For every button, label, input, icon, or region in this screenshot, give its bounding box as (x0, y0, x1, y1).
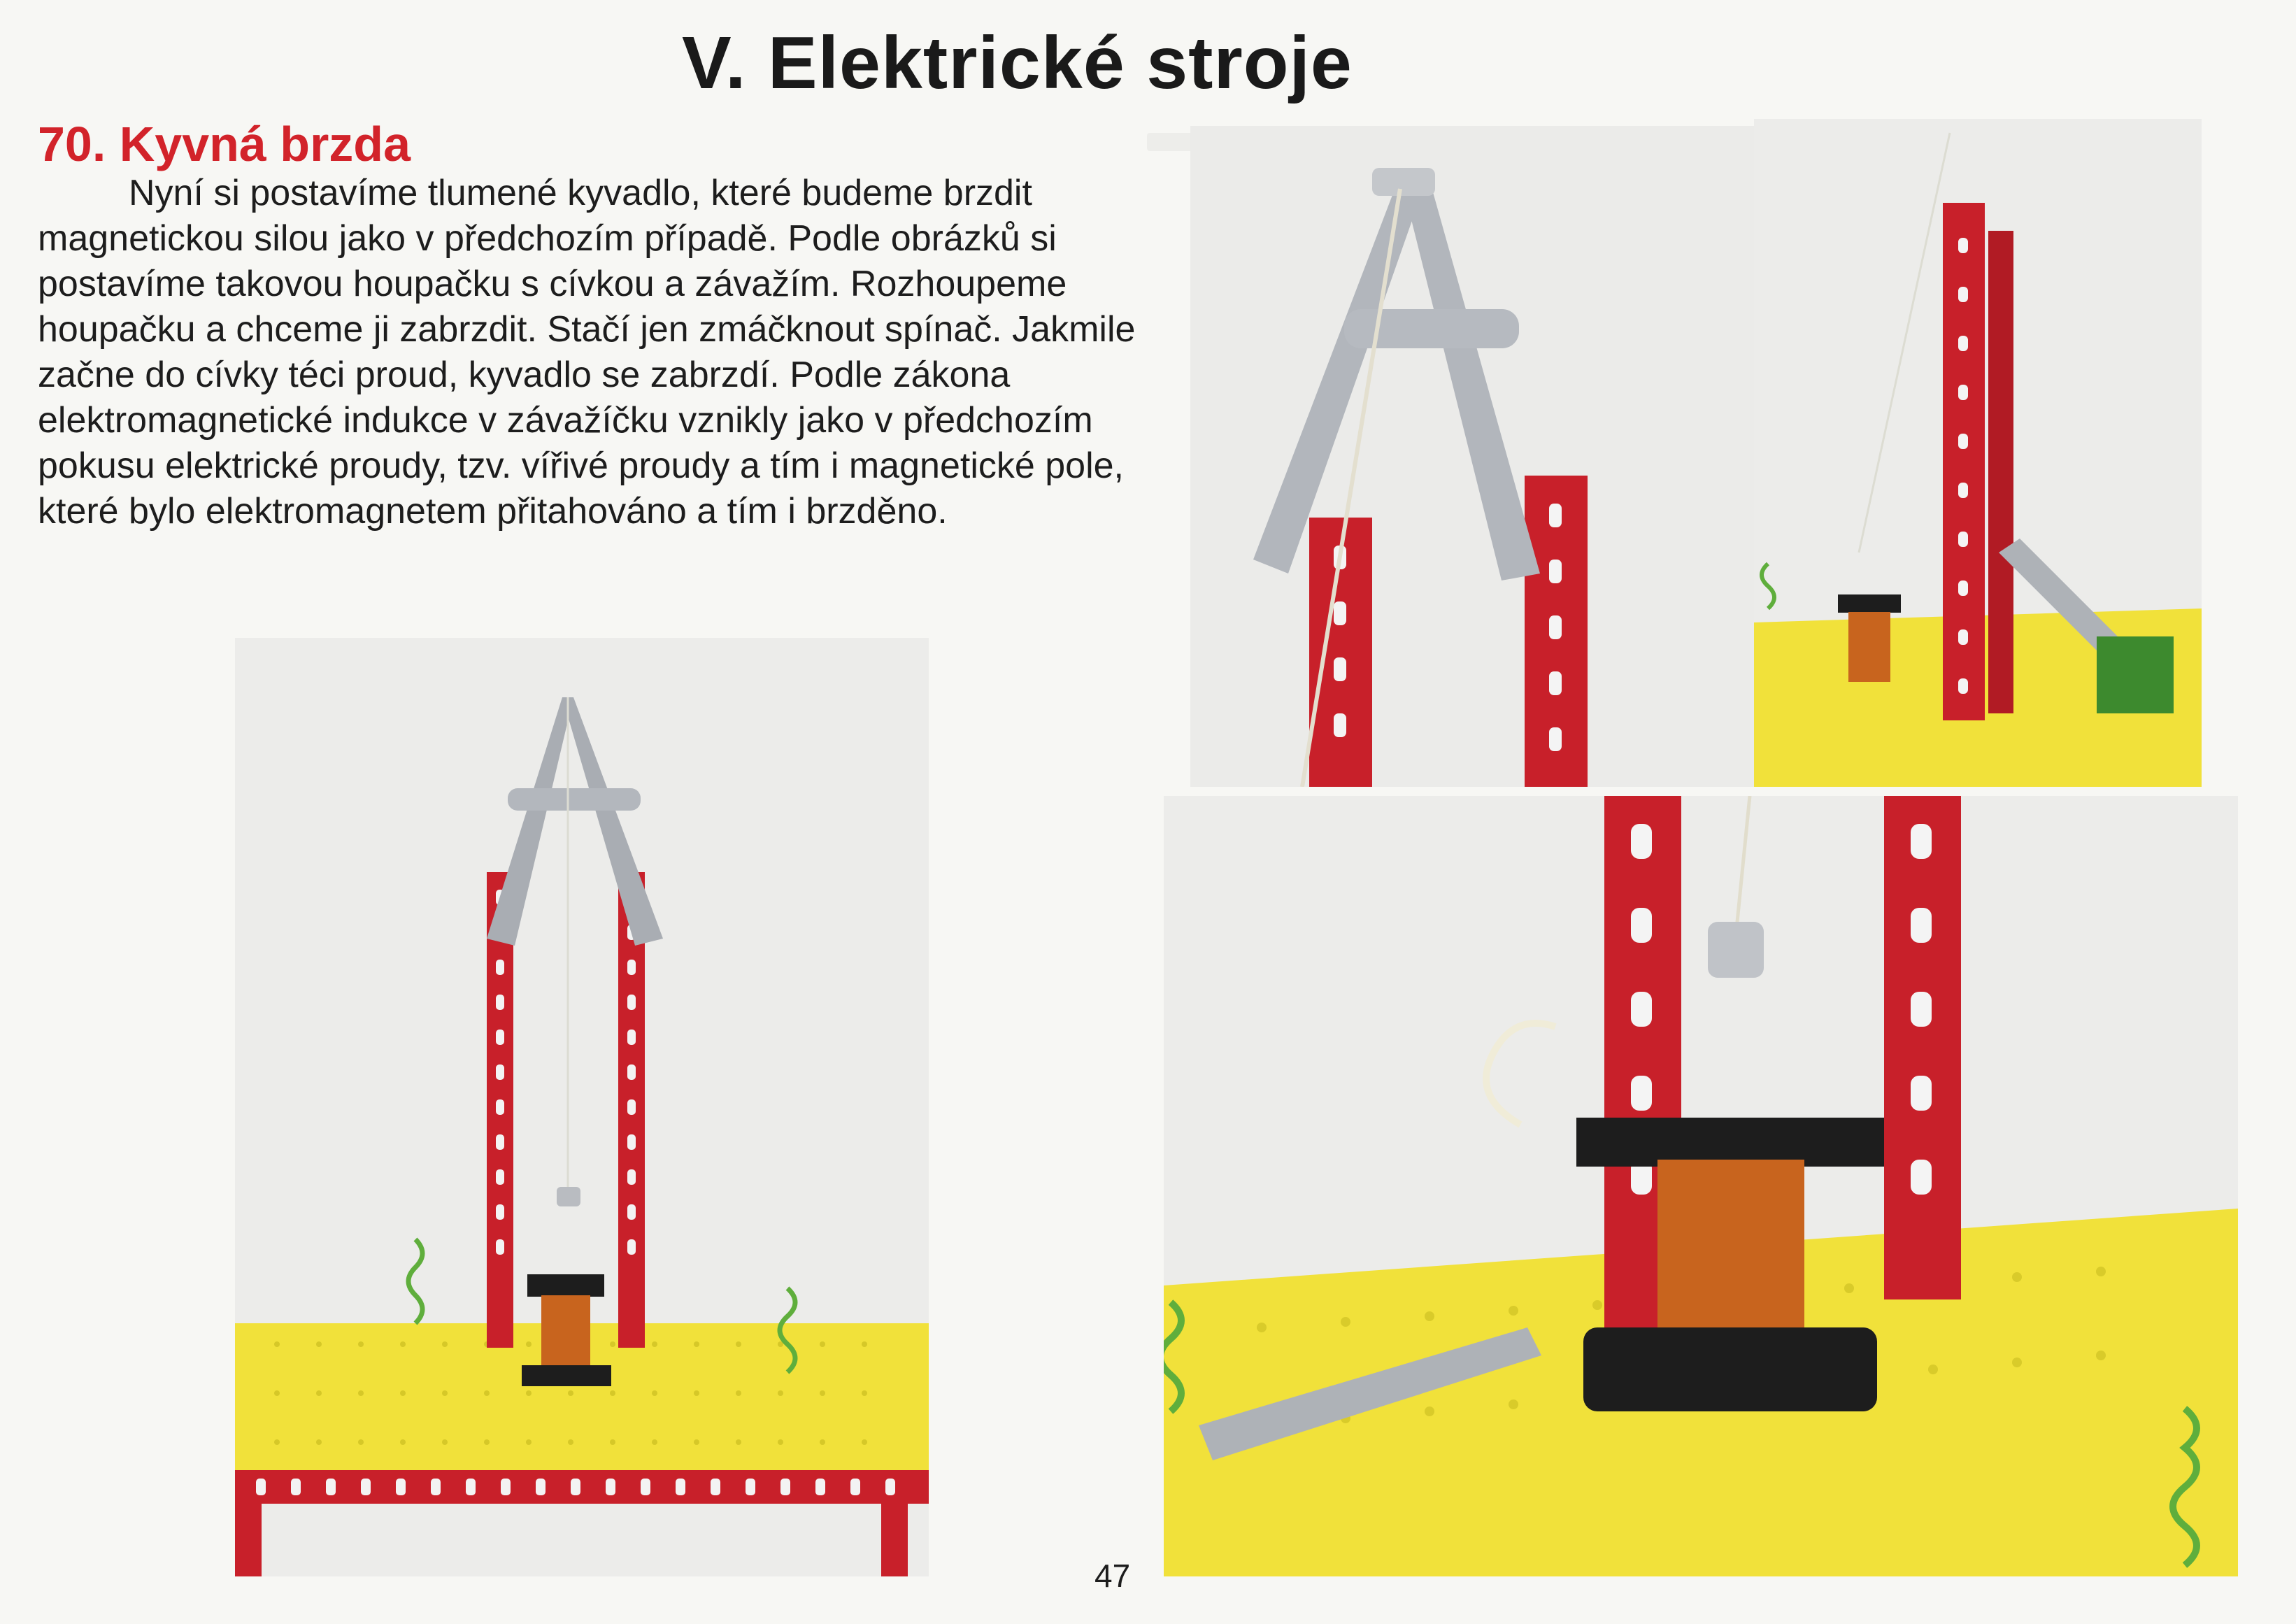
pendulum-front-illustration (235, 638, 929, 1576)
body-paragraph: Nyní si postavíme tlumené kyvadlo, které budeme brzdit magnetickou silou jako v předchozím případě. Podle obrázků si postavíme takovou houpačku s cívkou a závažím. Rozhoupeme houpačku a chceme ji zabrzdit. Stačí jen zmáčknout spínač. Jakmile začne do cívky téci proud, kyvadlo se zabrzdí. Podle zákona elektromagnetické indukce v závažíčku vznikly jako v předchozím pokusu elektrické proudy, tzv. vířivé proudy a tím i magnetické pole, které bylo elektromagnetem přitahováno a tím i brzděno. (38, 173, 1136, 532)
pendulum-side-illustration (1754, 119, 2202, 787)
coil-closeup-illustration (1164, 796, 2238, 1576)
photo-pendulum-front (235, 638, 929, 1576)
chapter-title: V. Elektrické stroje (682, 22, 1353, 104)
page-number: 47 (1094, 1558, 1131, 1594)
photo-pendulum-side (1754, 119, 2202, 787)
section-title: 70. Kyvná brzda (38, 117, 411, 171)
photo-coil-closeup (1164, 796, 2238, 1576)
